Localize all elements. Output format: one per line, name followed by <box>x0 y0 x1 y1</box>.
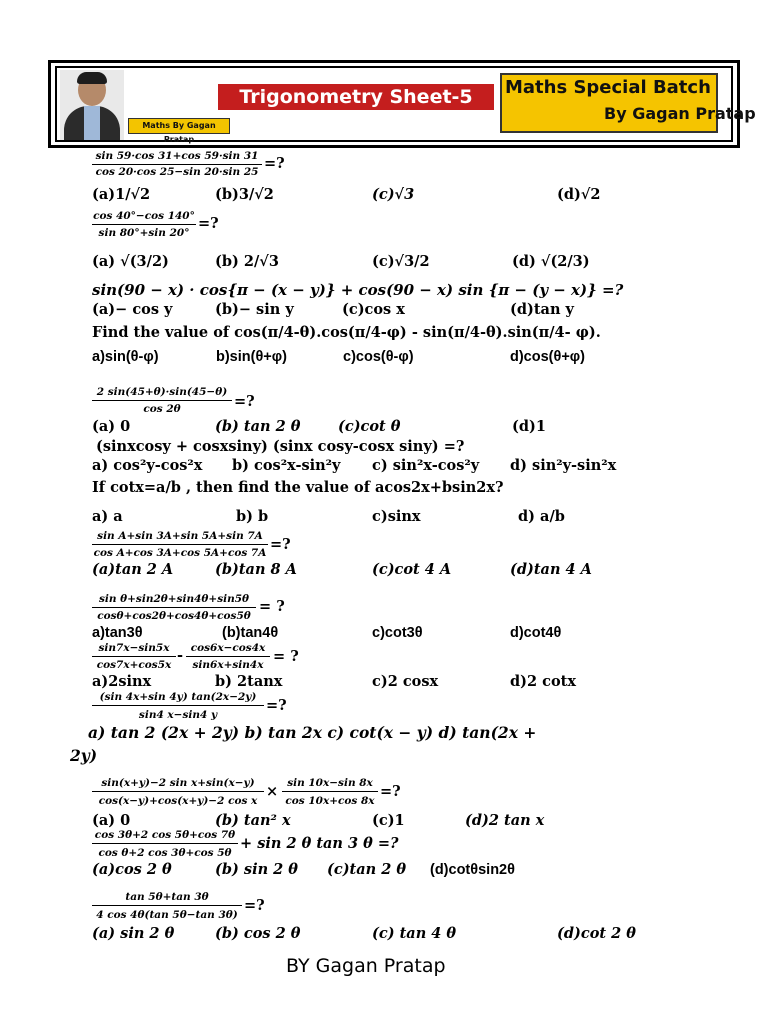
q9-denominator: cosθ+cos2θ+cos4θ+cos5θ <box>97 610 251 622</box>
q3-option-c: (c)cos x <box>342 301 405 318</box>
q10-option-a: a)2sinx <box>92 673 152 690</box>
q11-equals: =? <box>266 697 287 714</box>
q1-option-b: (b)3/√2 <box>215 186 274 203</box>
q3-stem: sin(90 − x) · cos{π − (x − y)} + cos(90 − x) sin {π − (y − x)} =? <box>92 281 624 299</box>
q9-numerator: sin θ+sin2θ+sin4θ+sin5θ <box>98 593 250 605</box>
q2-fraction-bar <box>92 224 196 225</box>
q10-denominator-2: sin6x+sin4x <box>192 659 264 671</box>
q7-option-b: b) b <box>236 508 269 525</box>
q7-option-a: a) a <box>92 508 123 525</box>
q12-times: × <box>266 783 279 800</box>
q14-equals: =? <box>244 897 265 914</box>
q6-option-a: a) cos²y-cos²x <box>92 457 203 474</box>
batch-title: Maths Special Batch <box>505 77 711 98</box>
q8-option-b: (b)tan 8 A <box>215 561 297 578</box>
q6-option-d: d) sin²y-sin²x <box>510 457 617 474</box>
q5-option-d: (d)1 <box>512 418 546 435</box>
q6-option-c: c) sin²x-cos²y <box>372 457 480 474</box>
q12-numerator-2: sin 10x−sin 8x <box>287 777 373 789</box>
q8-option-a: (a)tan 2 A <box>92 561 174 578</box>
q13-option-d: (d)cotθsin2θ <box>430 862 515 878</box>
q14-numerator: tan 5θ+tan 3θ <box>125 891 209 903</box>
author-portrait <box>60 70 124 140</box>
q12-fraction-bar-2 <box>282 791 378 792</box>
q3-option-a: (a)− cos y <box>92 301 173 318</box>
q5-option-a: (a) 0 <box>92 418 131 435</box>
q8-numerator: sin A+sin 3A+sin 5A+sin 7A <box>97 530 263 542</box>
q7-stem: If cotx=a/b , then find the value of acos2x+bsin2x? <box>92 479 504 496</box>
q2-option-b: (b) 2/√3 <box>215 253 279 270</box>
q2-option-c: (c)√3/2 <box>372 253 430 270</box>
q2-equals: =? <box>198 215 219 232</box>
batch-author: By Gagan Pratap <box>604 104 756 123</box>
q12-denominator-1: cos(x−y)+cos(x+y)−2 cos x <box>98 795 258 807</box>
q10-numerator-2: cos6x−cos4x <box>190 642 266 654</box>
q12-option-a: (a) 0 <box>92 812 131 829</box>
q10-option-d: d)2 cotx <box>510 673 576 690</box>
q5-numerator: 2 sin(45+θ)·sin(45−θ) <box>96 386 228 398</box>
q8-denominator: cos A+cos 3A+cos 5A+cos 7A <box>93 547 267 559</box>
q1-equals: =? <box>264 155 285 172</box>
q14-fraction-bar <box>92 905 242 906</box>
q1-fraction-bar <box>92 164 262 165</box>
q3-option-d: (d)tan y <box>510 301 574 318</box>
q10-minus: - <box>177 647 184 664</box>
q6-stem: (sinxcosy + cosxsiny) (sinx cosy-cosx siny) =? <box>96 438 465 455</box>
q4-option-c: c)cos(θ-φ) <box>343 349 414 365</box>
q13-numerator: cos 3θ+2 cos 5θ+cos 7θ <box>94 829 236 841</box>
footer-credit: BY Gagan Pratap <box>286 955 446 977</box>
q5-option-c: (c)cot θ <box>338 418 401 435</box>
q2-denominator: sin 80°+sin 20° <box>98 227 190 239</box>
q9-fraction-bar <box>92 607 256 608</box>
q1-option-c: (c)√3 <box>372 186 415 203</box>
q10-option-c: c)2 cosx <box>372 673 439 690</box>
q5-denominator: cos 2θ <box>143 403 181 415</box>
q10-equals: = ? <box>273 648 299 665</box>
q7-option-c: c)sinx <box>372 508 421 525</box>
q11-fraction-bar <box>92 705 264 706</box>
q13-tail: + sin 2 θ tan 3 θ =? <box>240 835 399 852</box>
q11-options: a) tan 2 (2x + 2y) b) tan 2x c) cot(x − y) d) tan(2x + <box>88 723 537 742</box>
q10-fraction-bar-1 <box>92 656 176 657</box>
q12-option-b: (b) tan² x <box>215 812 291 829</box>
q1-numerator: sin 59·cos 31+cos 59·sin 31 <box>95 150 259 162</box>
q4-option-b: b)sin(θ+φ) <box>216 349 287 365</box>
q5-equals: =? <box>234 393 255 410</box>
q12-denominator-2: cos 10x+cos 8x <box>285 795 375 807</box>
sheet-title: Trigonometry Sheet-5 <box>218 84 494 110</box>
q9-option-b: (b)tan4θ <box>222 625 279 641</box>
q2-numerator: cos 40°−cos 140° <box>93 210 195 222</box>
q11-options-wrap: 2y) <box>70 746 98 765</box>
q1-option-a: (a)1/√2 <box>92 186 151 203</box>
q9-option-a: a)tan3θ <box>92 625 143 641</box>
q8-equals: =? <box>270 536 291 553</box>
q12-numerator-1: sin(x+y)−2 sin x+sin(x−y) <box>101 777 255 789</box>
q6-option-b: b) cos²x-sin²y <box>232 457 341 474</box>
q14-option-b: (b) cos 2 θ <box>215 925 301 942</box>
q8-option-c: (c)cot 4 A <box>372 561 452 578</box>
q14-denominator: 4 cos 4θ(tan 5θ−tan 3θ) <box>96 909 238 921</box>
q4-option-a: a)sin(θ-φ) <box>92 349 159 365</box>
q13-option-c: (c)tan 2 θ <box>327 861 407 878</box>
q13-fraction-bar <box>92 843 238 844</box>
q5-fraction-bar <box>92 400 232 401</box>
q12-fraction-bar-1 <box>92 791 264 792</box>
q8-option-d: (d)tan 4 A <box>510 561 592 578</box>
q3-option-b: (b)− sin y <box>215 301 294 318</box>
q9-option-c: c)cot3θ <box>372 625 423 641</box>
author-badge: Maths By Gagan Pratap <box>128 118 230 134</box>
q12-equals: =? <box>380 783 401 800</box>
q4-option-d: d)cos(θ+φ) <box>510 349 586 365</box>
q1-option-d: (d)√2 <box>557 186 601 203</box>
q4-stem: Find the value of cos(π/4-θ).cos(π/4-φ) - sin(π/4-θ).sin(π/4- φ). <box>92 324 601 341</box>
q10-denominator-1: cos7x+cos5x <box>96 659 172 671</box>
q13-option-b: (b) sin 2 θ <box>215 861 298 878</box>
q11-numerator: (sin 4x+sin 4y) tan(2x−2y) <box>99 691 257 703</box>
q8-fraction-bar <box>92 544 268 545</box>
q10-option-b: b) 2tanx <box>215 673 283 690</box>
q9-equals: = ? <box>259 598 285 615</box>
q12-option-c: (c)1 <box>372 812 405 829</box>
q10-numerator-1: sin7x−sin5x <box>98 642 170 654</box>
q14-option-c: (c) tan 4 θ <box>372 925 457 942</box>
q11-denominator: sin4 x−sin4 y <box>138 709 218 721</box>
q9-option-d: d)cot4θ <box>510 625 562 641</box>
q14-option-d: (d)cot 2 θ <box>557 925 636 942</box>
q10-fraction-bar-2 <box>186 656 270 657</box>
q5-option-b: (b) tan 2 θ <box>215 418 301 435</box>
q13-denominator: cos θ+2 cos 3θ+cos 5θ <box>98 847 232 859</box>
q14-option-a: (a) sin 2 θ <box>92 925 175 942</box>
q12-option-d: (d)2 tan x <box>465 812 545 829</box>
q1-denominator: cos 20·cos 25−sin 20·sin 25 <box>95 166 259 178</box>
q7-option-d: d) a/b <box>518 508 565 525</box>
q2-option-d: (d) √(2/3) <box>512 253 590 270</box>
q13-option-a: (a)cos 2 θ <box>92 861 172 878</box>
q2-option-a: (a) √(3/2) <box>92 253 169 270</box>
